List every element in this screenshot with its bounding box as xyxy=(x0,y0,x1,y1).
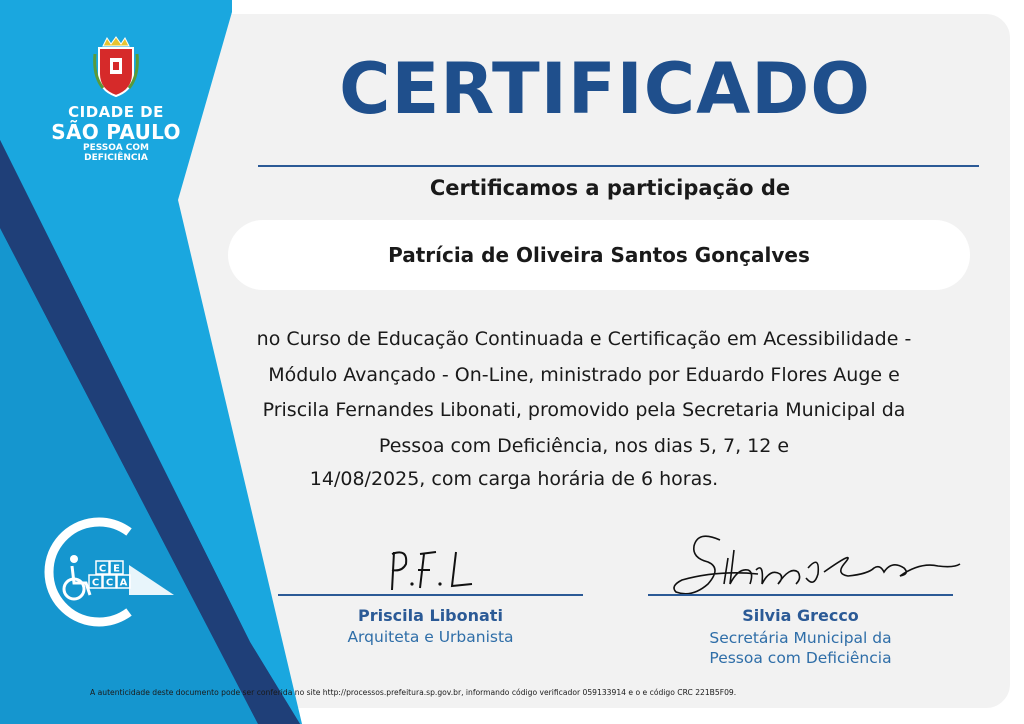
certificate-body xyxy=(190,322,978,464)
logo-line-3: PESSOA COM xyxy=(82,143,150,153)
signer-role-1: Arquiteta e Urbanista xyxy=(347,628,514,646)
seal-letter: A xyxy=(119,577,128,589)
body-line: Pessoa com Deficiência, nos dias 5, 7, 12 e xyxy=(378,434,790,457)
signer-role-2 xyxy=(648,628,953,668)
seal-letter: C xyxy=(98,563,107,575)
body-line: no Curso de Educação Continuada e Certificação em Acessibilidade - xyxy=(256,328,912,350)
authenticity-footer: A autenticidade deste documento pode ser conferida no site http://processos.prefeitura.sp.gov.br, informando código verificador 059133914 e o e código CRC 221B5F09. xyxy=(90,688,737,697)
signer-name-1: Priscila Libonati xyxy=(358,606,503,625)
recipient-name: Patrícia de Oliveira Santos Gonçalves xyxy=(388,243,810,267)
seal-letter: E xyxy=(113,563,120,575)
body-line: Módulo Avançado - On-Line, ministrado por Eduardo Flores Auge e xyxy=(268,363,900,386)
body-last-line: 14/08/2025, com carga horária de 6 horas. xyxy=(309,468,719,490)
seal-letter: C xyxy=(91,577,100,589)
certificate-title: CERTIFICADO xyxy=(339,48,871,130)
signature-image-2 xyxy=(668,528,968,608)
certificate-subtitle: Certificamos a participação de xyxy=(429,176,791,200)
seal-letter: C xyxy=(105,577,114,589)
logo-line-4: DEFICIÊNCIA xyxy=(84,153,148,163)
logo-line-2: SÃO PAULO xyxy=(51,120,181,144)
recipient-name-box xyxy=(228,220,970,290)
signature-line-1 xyxy=(278,594,583,596)
wheelchair-icon xyxy=(64,555,90,599)
body-line: Priscila Fernandes Libonati, promovido pela Secretaria Municipal da xyxy=(262,399,906,421)
logo-line-1: CIDADE DE xyxy=(68,103,164,121)
signature-line-2 xyxy=(648,594,953,596)
signature-image-1 xyxy=(380,540,490,596)
title-divider xyxy=(258,165,979,167)
signer-name-2: Silvia Grecco xyxy=(742,606,859,625)
cecca-seal xyxy=(34,517,184,627)
signer-role-line: Secretária Municipal da xyxy=(709,629,892,647)
coat-of-arms-icon xyxy=(93,36,139,98)
city-logo xyxy=(26,36,206,163)
signer-role-line: Pessoa com Deficiência xyxy=(709,649,892,667)
